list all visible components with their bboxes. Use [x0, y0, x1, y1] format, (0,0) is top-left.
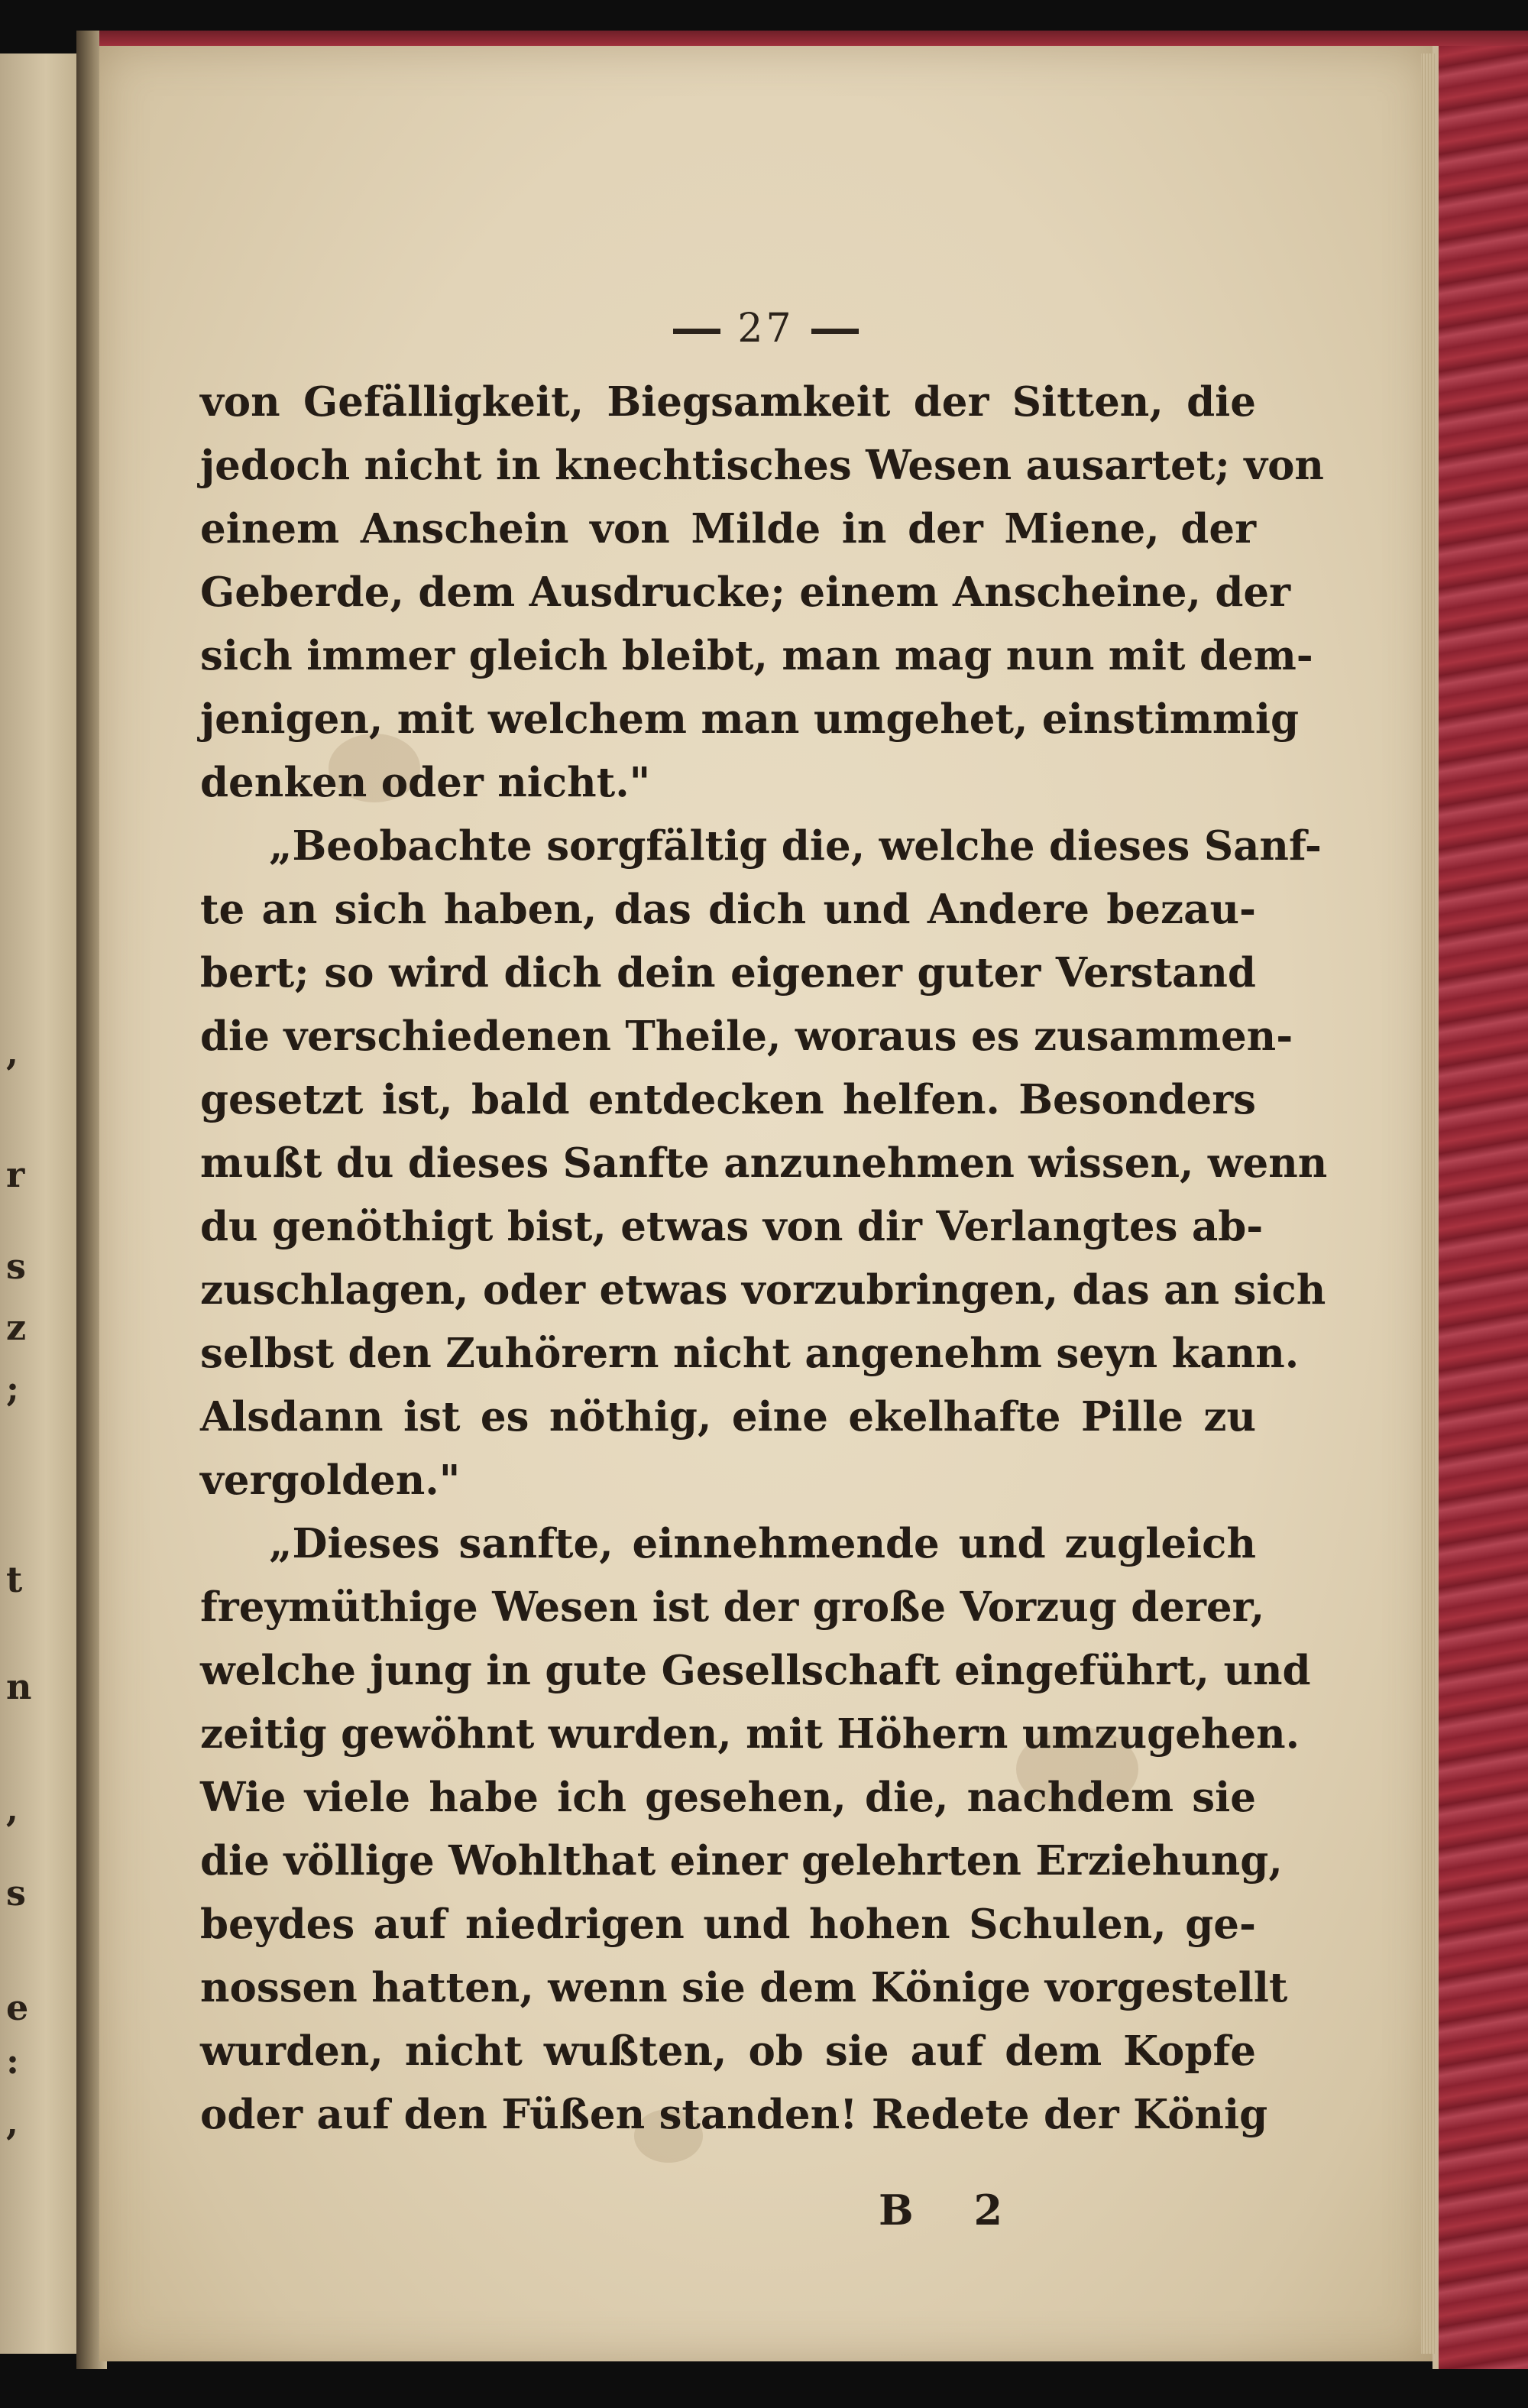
left-page-fragment: z [6, 1307, 27, 1348]
paragraph-2 [200, 815, 1328, 1512]
left-page-fragment: : [6, 2040, 19, 2082]
page-edges [1421, 53, 1435, 2354]
text-line: vergolden." [200, 1457, 461, 1504]
text-line: Alsdann ist es nöthig, eine ekelhafte Pille zu [200, 1393, 1256, 1441]
text-line: nossen hatten, wenn sie dem Könige vorgestellt [200, 1964, 1288, 2011]
left-page-fragment: e [6, 1987, 29, 2028]
text-line: bert; so wird dich dein eigener guter Verstand [200, 949, 1256, 997]
left-page-fragment: , [6, 2102, 19, 2143]
text-line: beydes auf niedrigen und hohen Schulen, ge- [200, 1901, 1256, 1948]
left-page-fragment: , [6, 1788, 19, 1829]
text-line: die völlige Wohlthat einer gelehrten Erziehung, [200, 1837, 1283, 1885]
text-line: „Beobachte sorgfältig die, welche dieses Sanf- [269, 822, 1322, 870]
text-line: gesetzt ist, bald entdecken helfen. Besonders [200, 1076, 1256, 1123]
text-line: Geberde, dem Ausdrucke; einem Anscheine, der [200, 569, 1291, 616]
page-number: 27 [737, 306, 795, 352]
page-header [99, 306, 1432, 352]
text-line: te an sich haben, das dich und Andere bezau- [200, 886, 1256, 933]
left-page-fragment: s [6, 1872, 26, 1914]
text-line: wurden, nicht wußten, ob sie auf dem Kopfe [200, 2027, 1256, 2075]
header-dash-left [673, 329, 720, 334]
paragraph-3 [200, 1512, 1311, 2147]
text-line: jedoch nicht in knechtisches Wesen ausartet; von [200, 442, 1324, 489]
left-page-fragment: s [6, 1246, 26, 1287]
text-line: „Dieses sanfte, einnehmende und zugleich [269, 1520, 1256, 1567]
text-line: sich immer gleich bleibt, man mag nun mit dem- [200, 632, 1313, 679]
text-line: mußt du dieses Sanfte anzunehmen wissen, wenn [200, 1139, 1328, 1187]
text-line: die verschiedenen Theile, woraus es zusammen- [200, 1013, 1293, 1060]
signature-mark: B 2 [879, 2186, 1026, 2235]
left-page-edge [0, 53, 81, 2354]
text-line: denken oder nicht." [200, 759, 651, 806]
left-page-fragment: , [6, 1032, 19, 1073]
text-line: von Gefälligkeit, Biegsamkeit der Sitten, die [200, 378, 1256, 426]
text-line: zeitig gewöhnt wurden, mit Höhern umzugehen. [200, 1710, 1300, 1758]
text-line: oder auf den Füßen standen! Redete der König [200, 2091, 1268, 2138]
text-line: welche jung in gute Gesellschaft eingeführt, und [200, 1647, 1311, 1694]
body-text [200, 371, 1328, 2147]
text-line: du genöthigt bist, etwas von dir Verlangtes ab- [200, 1203, 1264, 1250]
text-line: zuschlagen, oder etwas vorzubringen, das an sich [200, 1266, 1326, 1314]
text-line: Wie viele habe ich gesehen, die, nachdem sie [200, 1774, 1256, 1821]
left-page-fragment: ; [6, 1368, 19, 1409]
text-line: jenigen, mit welchem man umgehet, einstimmig [200, 695, 1300, 743]
left-page-fragment: r [6, 1154, 25, 1195]
left-page-fragment: t [6, 1559, 23, 1600]
header-dash-right [811, 329, 859, 334]
marbled-cover [1432, 46, 1528, 2369]
text-line: freymüthige Wesen ist der große Vorzug derer, [200, 1583, 1265, 1631]
text-line: selbst den Zuhörern nicht angenehm seyn kann. [200, 1330, 1300, 1377]
text-line: einem Anschein von Milde in der Miene, der [200, 505, 1256, 553]
paragraph-1 [200, 371, 1324, 815]
left-page-fragment: n [6, 1666, 32, 1707]
